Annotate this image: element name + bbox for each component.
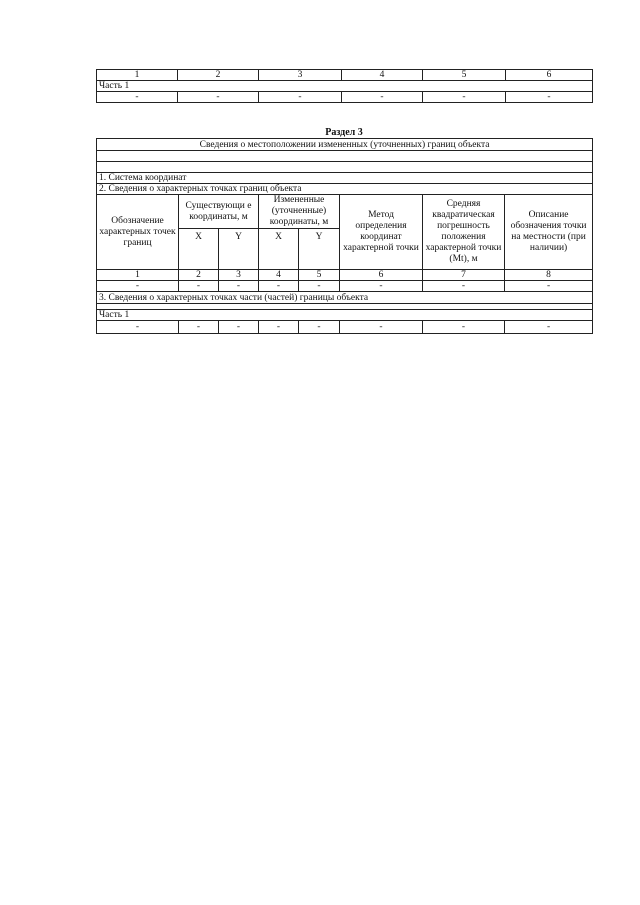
top-part-label: Часть 1 [97,81,593,92]
value-cell: - [179,321,219,334]
column-number: 3 [219,270,259,281]
value-cell: - [97,321,179,334]
empty-row [97,151,593,162]
points-heading: 2. Сведения о характерных точках границ объекта [97,184,593,195]
top-part-row [97,81,593,92]
empty-cell [97,162,593,173]
col-designation: Обозначение характерных точек границ [97,195,179,270]
column-number: 8 [505,270,593,281]
part-label-row [97,310,593,321]
top-value-cell: - [423,92,506,103]
value-cell: - [340,281,423,292]
column-number: 6 [340,270,423,281]
value-cell: - [219,321,259,334]
section-title: Раздел 3 [325,127,363,138]
col-description: Описание обозначения точки на местности (при наличии) [505,195,593,270]
caption-row [97,139,593,151]
value-cell: - [259,321,299,334]
top-header-cell: 4 [342,70,423,81]
value-cell: - [423,321,505,334]
top-values-row [97,92,593,103]
top-table [96,69,593,103]
header-row [97,195,593,229]
parts-heading: 3. Сведения о характерных точках части (частей) границы объекта [97,292,593,304]
top-value-cell: - [506,92,593,103]
col-method: Метод определения координат характерной точки [340,195,423,270]
value-cell: - [423,281,505,292]
points-heading-row [97,184,593,195]
value-cell: - [340,321,423,334]
value-cell: - [505,281,593,292]
top-value-cell: - [342,92,423,103]
coord-system-label: 1. Система координат [97,173,593,184]
column-number: 7 [423,270,505,281]
value-cell: - [299,321,340,334]
column-number: 2 [179,270,219,281]
part-values-row [97,321,593,334]
empty-cell [97,151,593,162]
value-cell: - [299,281,340,292]
col-x-changed: X [259,229,299,270]
col-x-existing: X [179,229,219,270]
top-header-cell: 6 [506,70,593,81]
value-cell: - [179,281,219,292]
section-caption: Сведения о местоположении измененных (уточненных) границ объекта [97,139,593,151]
top-header-cell: 1 [97,70,178,81]
top-value-cell: - [97,92,178,103]
value-cell: - [219,281,259,292]
column-number: 5 [299,270,340,281]
column-number: 1 [97,270,179,281]
top-value-cell: - [259,92,342,103]
col-existing: Существующи е координаты, м [179,195,259,229]
value-cell: - [97,281,179,292]
column-number: 4 [259,270,299,281]
coord-system-row [97,173,593,184]
value-cell: - [505,321,593,334]
col-y-existing: Y [219,229,259,270]
top-header-row [97,70,593,81]
col-y-changed: Y [299,229,340,270]
column-numbers-row [97,270,593,281]
points-values-row [97,281,593,292]
top-header-cell: 3 [259,70,342,81]
empty-row [97,162,593,173]
parts-heading-row [97,292,593,304]
value-cell: - [259,281,299,292]
top-value-cell: - [178,92,259,103]
col-error: Средняя квадратическая погрешность положения характерной точки (Mt), м [423,195,505,270]
top-header-cell: 5 [423,70,506,81]
section-table [96,138,593,334]
part-label: Часть 1 [97,310,593,321]
col-changed: Измененные (уточненные) координаты, м [259,195,340,229]
top-header-cell: 2 [178,70,259,81]
